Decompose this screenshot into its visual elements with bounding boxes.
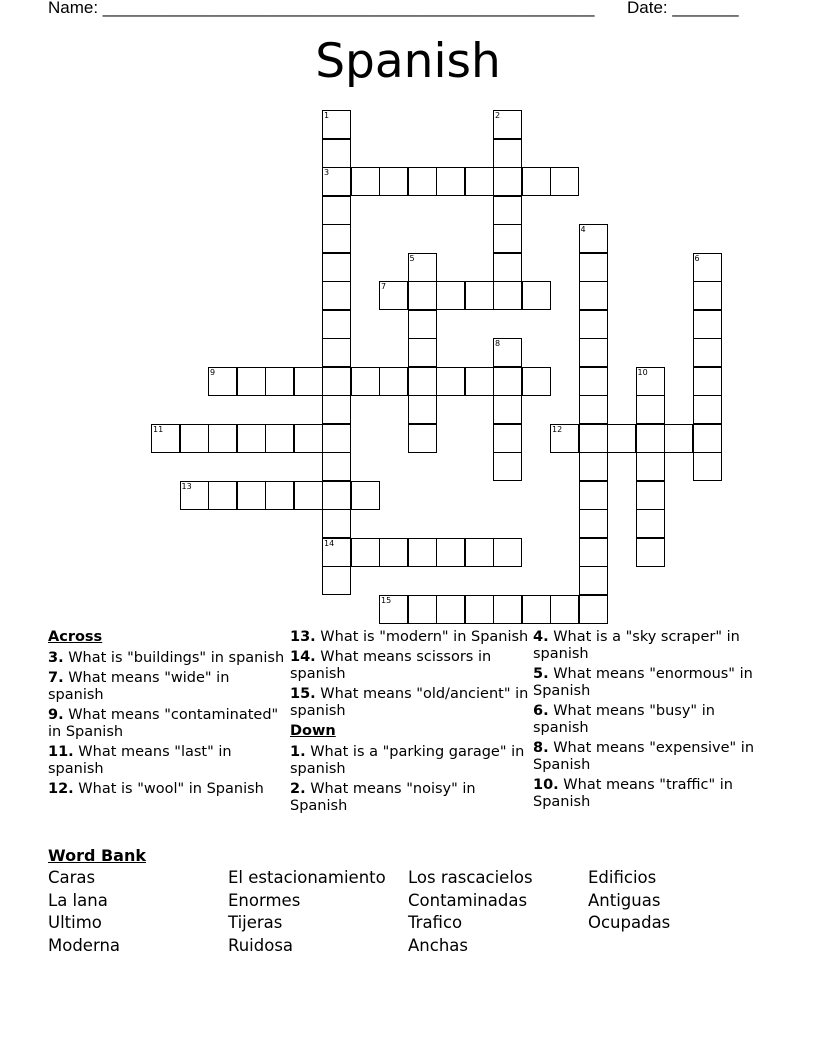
- clue-number: 13: [181, 481, 192, 491]
- grid-cell[interactable]: [408, 424, 437, 453]
- clue-item: [48, 650, 288, 667]
- clue-number: 8: [495, 339, 501, 348]
- clue-item: [533, 629, 773, 663]
- word-bank-item: El estacionamiento: [228, 868, 386, 887]
- grid-cell[interactable]: [237, 367, 266, 396]
- grid-cell[interactable]: [408, 310, 437, 339]
- grid-cell[interactable]: [579, 595, 608, 624]
- clue-number-label: 14.: [290, 649, 316, 665]
- clue-item: [533, 703, 773, 737]
- grid-cell[interactable]: [693, 452, 722, 481]
- clue-number: 9: [210, 367, 216, 377]
- word-bank-item: Moderna: [48, 935, 121, 955]
- grid-cell[interactable]: [379, 595, 408, 624]
- clue-number: 12: [552, 424, 563, 434]
- clue-number-label: 4.: [533, 629, 549, 645]
- grid-cell[interactable]: [436, 367, 465, 396]
- grid-cell[interactable]: [436, 538, 465, 567]
- clues-column-2: [290, 629, 530, 818]
- grid-cell[interactable]: [322, 367, 351, 396]
- grid-cell[interactable]: [579, 566, 608, 595]
- grid-cell[interactable]: [322, 139, 351, 168]
- grid-cell[interactable]: [579, 224, 608, 253]
- grid-cell[interactable]: [208, 481, 237, 510]
- grid-cell[interactable]: [493, 196, 522, 225]
- grid-cell[interactable]: [636, 452, 665, 481]
- clue-item: [290, 686, 530, 720]
- grid-cell[interactable]: [550, 167, 579, 196]
- grid-cell[interactable]: [493, 452, 522, 481]
- word-bank-item: Caras: [48, 868, 96, 887]
- grid-cell[interactable]: [322, 424, 351, 453]
- grid-cell[interactable]: [579, 481, 608, 510]
- grid-cell[interactable]: [693, 395, 722, 424]
- grid-cell[interactable]: [579, 253, 608, 282]
- grid-cell[interactable]: [465, 538, 494, 567]
- grid-cell[interactable]: [579, 338, 608, 367]
- grid-cell[interactable]: [408, 338, 437, 367]
- clue-text: What means "old/ancient" in spanish: [290, 686, 529, 719]
- clue-text: What means "traffic" in Spanish: [533, 777, 733, 810]
- clue-item: [533, 666, 773, 700]
- word-bank-item: Tijeras: [228, 913, 283, 933]
- grid-cell[interactable]: [379, 538, 408, 567]
- clue-number-label: 2.: [290, 781, 306, 797]
- grid-cell[interactable]: [493, 139, 522, 168]
- grid-cell[interactable]: [636, 424, 665, 453]
- clue-item: [533, 740, 773, 774]
- grid-cell[interactable]: [522, 595, 551, 624]
- grid-cell[interactable]: [322, 481, 351, 510]
- clue-number: 11: [153, 424, 164, 434]
- grid-cell[interactable]: [493, 595, 522, 624]
- grid-cell[interactable]: [693, 281, 722, 310]
- clue-number: 4: [580, 225, 586, 234]
- clue-number: 5: [409, 253, 415, 263]
- grid-cell[interactable]: [579, 538, 608, 567]
- clue-item: [48, 670, 288, 704]
- grid-cell[interactable]: [265, 367, 294, 396]
- clue-number-label: 15.: [290, 686, 316, 702]
- grid-cell[interactable]: [237, 424, 266, 453]
- grid-cell[interactable]: [379, 367, 408, 396]
- grid-cell[interactable]: [294, 424, 323, 453]
- clue-text: What is "buildings" in spanish: [63, 650, 285, 666]
- grid-cell[interactable]: [493, 395, 522, 424]
- grid-cell[interactable]: [579, 424, 608, 453]
- clue-item: [48, 781, 288, 798]
- grid-cell[interactable]: [693, 424, 722, 453]
- clue-number-label: 8.: [533, 740, 549, 756]
- clues-column-1: [48, 629, 288, 801]
- grid-cell[interactable]: [493, 424, 522, 453]
- clue-text: What means "noisy" in Spanish: [290, 781, 476, 814]
- grid-cell[interactable]: [436, 595, 465, 624]
- grid-cell[interactable]: [465, 281, 494, 310]
- grid-cell[interactable]: [322, 509, 351, 538]
- grid-cell[interactable]: [493, 538, 522, 567]
- grid-cell[interactable]: [237, 481, 266, 510]
- grid-cell[interactable]: [408, 395, 437, 424]
- clue-number: 15: [381, 595, 392, 605]
- across-heading: Across: [48, 629, 103, 645]
- clue-number-label: 11.: [48, 744, 74, 760]
- grid-cell[interactable]: [607, 424, 636, 453]
- grid-cell[interactable]: [408, 253, 437, 282]
- clue-number-label: 1.: [290, 744, 306, 760]
- grid-cell[interactable]: [351, 167, 380, 196]
- grid-cell[interactable]: [436, 167, 465, 196]
- date-field: Date: _______: [627, 0, 739, 17]
- grid-cell[interactable]: [294, 367, 323, 396]
- clue-number: 3: [324, 168, 330, 177]
- clue-text: What means "last" in spanish: [48, 744, 232, 777]
- grid-cell[interactable]: [579, 452, 608, 481]
- clue-item: [48, 744, 288, 778]
- grid-cell[interactable]: [693, 367, 722, 396]
- clue-number-label: 9.: [48, 707, 64, 723]
- clue-number-label: 12.: [48, 781, 74, 797]
- grid-cell[interactable]: [664, 424, 693, 453]
- grid-cell[interactable]: [636, 367, 665, 396]
- word-bank-item: Anchas: [408, 935, 468, 955]
- grid-cell[interactable]: [493, 224, 522, 253]
- clue-text: What is "wool" in Spanish: [73, 781, 264, 797]
- grid-cell[interactable]: [579, 367, 608, 396]
- grid-cell[interactable]: [493, 338, 522, 367]
- word-bank-item: Trafico: [408, 913, 463, 933]
- grid-cell[interactable]: [636, 509, 665, 538]
- grid-cell[interactable]: [208, 367, 237, 396]
- word-bank-item: Ultimo: [48, 913, 102, 933]
- grid-cell[interactable]: [579, 281, 608, 310]
- grid-cell[interactable]: [693, 310, 722, 339]
- grid-cell[interactable]: [322, 538, 351, 567]
- grid-cell[interactable]: [579, 310, 608, 339]
- grid-cell[interactable]: [322, 281, 351, 310]
- clue-number-label: 7.: [48, 670, 64, 686]
- grid-cell[interactable]: [636, 538, 665, 567]
- grid-cell[interactable]: [465, 367, 494, 396]
- grid-cell[interactable]: [322, 224, 351, 253]
- grid-cell[interactable]: [465, 167, 494, 196]
- clue-number-label: 13.: [290, 629, 316, 645]
- grid-cell[interactable]: [322, 167, 351, 196]
- grid-cell[interactable]: [693, 338, 722, 367]
- grid-cell[interactable]: [408, 595, 437, 624]
- grid-cell[interactable]: [351, 481, 380, 510]
- name-field: Name: ____________________________________________________: [48, 0, 595, 17]
- grid-cell[interactable]: [265, 424, 294, 453]
- grid-cell[interactable]: [322, 310, 351, 339]
- grid-cell[interactable]: [550, 595, 579, 624]
- grid-cell[interactable]: [322, 196, 351, 225]
- word-bank-item: Enormes: [228, 890, 301, 910]
- clue-text: What means "wide" in spanish: [48, 670, 230, 703]
- clues-column-3: [533, 629, 773, 814]
- word-bank-title: Word Bank: [48, 846, 147, 865]
- grid-cell[interactable]: [351, 538, 380, 567]
- grid-cell[interactable]: [493, 367, 522, 396]
- grid-cell[interactable]: [693, 253, 722, 282]
- grid-cell[interactable]: [579, 509, 608, 538]
- word-bank-item: Ocupadas: [588, 913, 671, 933]
- clue-number-label: 3.: [48, 650, 64, 666]
- clue-text: What is "modern" in Spanish: [315, 629, 529, 645]
- clue-number: 10: [637, 367, 648, 377]
- word-bank-item: Antiguas: [588, 890, 661, 910]
- clue-number: 7: [381, 282, 387, 291]
- clue-text: What is a "sky scraper" in spanish: [533, 629, 740, 662]
- grid-cell[interactable]: [465, 595, 494, 624]
- grid-cell[interactable]: [636, 481, 665, 510]
- grid-cell[interactable]: [493, 167, 522, 196]
- grid-cell[interactable]: [180, 481, 209, 510]
- grid-cell[interactable]: [436, 281, 465, 310]
- grid-cell[interactable]: [322, 338, 351, 367]
- word-bank-item: Los rascacielos: [408, 868, 533, 887]
- grid-cell[interactable]: [493, 110, 522, 139]
- grid-cell[interactable]: [322, 452, 351, 481]
- grid-cell[interactable]: [322, 566, 351, 595]
- clue-item: [48, 707, 288, 741]
- grid-cell[interactable]: [379, 281, 408, 310]
- clue-text: What means scissors in spanish: [290, 649, 492, 682]
- down-heading: Down: [290, 723, 336, 739]
- clue-number-label: 5.: [533, 666, 549, 682]
- grid-cell[interactable]: [322, 253, 351, 282]
- grid-cell[interactable]: [522, 367, 551, 396]
- grid-cell[interactable]: [208, 424, 237, 453]
- clue-item: [290, 744, 530, 778]
- grid-cell[interactable]: [522, 281, 551, 310]
- clue-number-label: 6.: [533, 703, 549, 719]
- grid-cell[interactable]: [322, 110, 351, 139]
- clue-text: What means "enormous" in Spanish: [533, 666, 753, 699]
- grid-cell[interactable]: [522, 167, 551, 196]
- clue-number-label: 10.: [533, 777, 559, 793]
- grid-cell[interactable]: [550, 424, 579, 453]
- grid-cell[interactable]: [322, 395, 351, 424]
- clue-item: [533, 777, 773, 811]
- grid-cell[interactable]: [579, 395, 608, 424]
- clue-number: 2: [495, 111, 501, 120]
- word-bank-item: La lana: [48, 890, 108, 910]
- clue-number: 14: [324, 538, 335, 548]
- grid-cell[interactable]: [636, 395, 665, 424]
- grid-cell[interactable]: [265, 481, 294, 510]
- grid-cell[interactable]: [493, 253, 522, 282]
- clue-number: 1: [324, 111, 330, 120]
- clue-text: What means "contaminated" in Spanish: [48, 707, 279, 740]
- clue-text: What is a "parking garage" in spanish: [290, 744, 525, 777]
- grid-cell[interactable]: [180, 424, 209, 453]
- grid-cell[interactable]: [408, 367, 437, 396]
- clue-text: What means "busy" in spanish: [533, 703, 715, 736]
- grid-cell[interactable]: [408, 281, 437, 310]
- word-bank-item: Edificios: [588, 868, 657, 887]
- clue-number: 6: [694, 253, 700, 263]
- grid-cell[interactable]: [379, 167, 408, 196]
- grid-cell[interactable]: [351, 367, 380, 396]
- word-bank-item: Contaminadas: [408, 890, 528, 910]
- grid-cell[interactable]: [151, 424, 180, 453]
- clue-item: [290, 629, 530, 646]
- page-title: Spanish: [315, 34, 501, 89]
- grid-cell[interactable]: [493, 281, 522, 310]
- clue-text: What means "expensive" in Spanish: [533, 740, 755, 773]
- grid-cell[interactable]: [294, 481, 323, 510]
- clue-item: [290, 649, 530, 683]
- grid-cell[interactable]: [408, 167, 437, 196]
- word-bank-item: Ruidosa: [228, 935, 294, 955]
- grid-cell[interactable]: [408, 538, 437, 567]
- clue-item: [290, 781, 530, 815]
